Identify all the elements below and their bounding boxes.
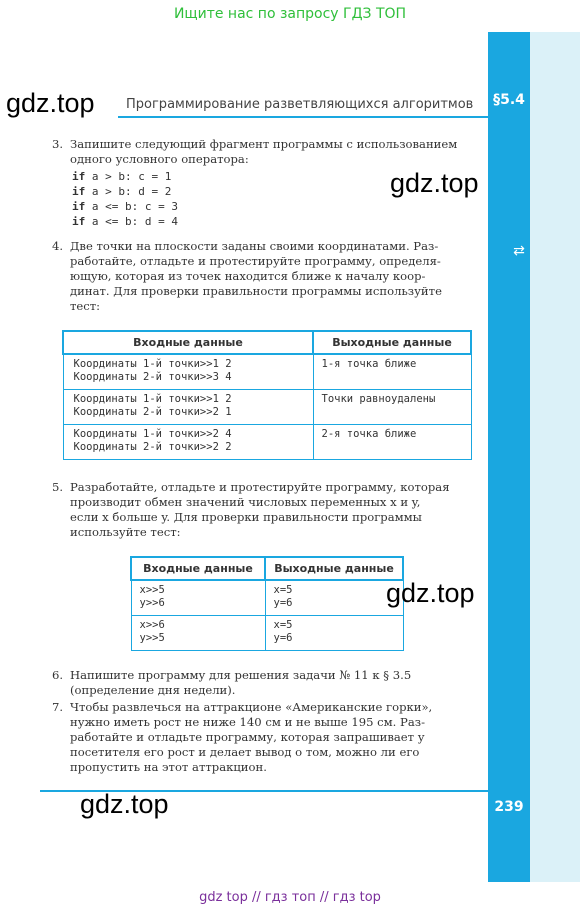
swap-arrows-icon: ⇄ [508, 240, 530, 262]
column-header: Выходные данные [265, 557, 403, 580]
watermark: gdz.top [386, 578, 475, 608]
task-text-line: нужно иметь рост не ниже 140 см и не выше 195 см. Раз- [70, 715, 425, 729]
task-text-line: Разработайте, отладьте и протестируйте программу, которая [70, 480, 450, 494]
code-line: if a > b: d = 2 [72, 185, 172, 198]
test-table-points [62, 330, 472, 460]
input-cell: Координаты 1-й точки>>1 2 Координаты 2-й точки>>2 1 [63, 390, 313, 425]
task-number: 7. [52, 700, 64, 714]
output-cell: Точки равноудалены [313, 390, 471, 425]
input-cell: Координаты 1-й точки>>1 2 Координаты 2-й точки>>3 4 [63, 354, 313, 390]
task-text-line: одного условного оператора: [70, 152, 249, 166]
table-row [63, 354, 471, 390]
task-6 [52, 668, 488, 698]
column-header: Входные данные [131, 557, 265, 580]
input-cell: Координаты 1-й точки>>2 4 Координаты 2-й точки>>2 2 [63, 425, 313, 460]
task-text-line: динат. Для проверки правильности программы используйте [70, 284, 442, 298]
table-row [63, 425, 471, 460]
code-line: if a > b: c = 1 [72, 170, 172, 183]
task-text-line: Напишите программу для решения задачи № 11 к § 3.5 [70, 668, 412, 682]
task-text-line: если x больше y. Для проверки правильности программы [70, 510, 422, 524]
code-line: if a <= b: c = 3 [72, 200, 178, 213]
table-row [131, 580, 403, 616]
task-text-line: работайте, отладьте и протестируйте программу, определя- [70, 254, 441, 268]
task-text-line: Запишите следующий фрагмент программы с использованием [70, 137, 458, 151]
code-line: if a <= b: d = 4 [72, 215, 178, 228]
task-text-line: посетителя его рост и делает вывод о том, можно ли его [70, 745, 420, 759]
table-header-row [131, 557, 403, 580]
watermark: gdz.top [80, 789, 169, 819]
column-header: Выходные данные [313, 331, 471, 354]
output-cell: 1-я точка ближе [313, 354, 471, 390]
section-number: §5.4 [493, 92, 525, 108]
task-text-line: производит обмен значений числовых переменных x и y, [70, 495, 421, 509]
task-text-line: Чтобы развлечься на аттракционе «Американские горки», [70, 700, 433, 714]
table-row [131, 616, 403, 651]
task-number: 4. [52, 239, 64, 253]
input-cell: x>>5 y>>6 [131, 580, 265, 616]
code-block [72, 169, 178, 229]
task-text-line: ющую, которая из точек находится ближе к началу коор- [70, 269, 426, 283]
header-divider [118, 116, 488, 118]
margin-strip-dark [488, 32, 530, 882]
task-text-line: тест: [70, 299, 101, 313]
task-7 [52, 700, 488, 775]
test-table-swap [130, 556, 404, 651]
top-banner: Ищите нас по запросу ГДЗ ТОП [173, 6, 407, 22]
task-5 [52, 480, 488, 540]
task-text-line: используйте тест: [70, 525, 181, 539]
table-header-row [63, 331, 471, 354]
task-4 [52, 239, 488, 314]
input-cell: x>>6 y>>5 [131, 616, 265, 651]
watermark: gdz.top [390, 168, 479, 198]
task-text-line: (определение дня недели). [70, 683, 236, 697]
page-number: 239 [494, 799, 524, 815]
task-3 [52, 137, 490, 167]
table-row [63, 390, 471, 425]
bottom-banner: gdz top // гдз топ // гдз top [199, 890, 381, 905]
watermark: gdz.top [6, 88, 95, 118]
task-text-line: работайте и отладьте программу, которая запрашивает у [70, 730, 425, 744]
page-header-title: Программирование разветвляющихся алгоритмов [126, 97, 474, 112]
task-number: 3. [52, 137, 64, 151]
task-text-line: Две точки на плоскости заданы своими координатами. Раз- [70, 239, 439, 253]
task-text-line: пропустить на этот аттракцион. [70, 760, 267, 774]
column-header: Входные данные [63, 331, 313, 354]
output-cell: x=5 y=6 [265, 580, 403, 616]
task-number: 5. [52, 480, 64, 494]
task-number: 6. [52, 668, 64, 682]
output-cell: 2-я точка ближе [313, 425, 471, 460]
output-cell: x=5 y=6 [265, 616, 403, 651]
margin-strip-light [530, 32, 580, 882]
